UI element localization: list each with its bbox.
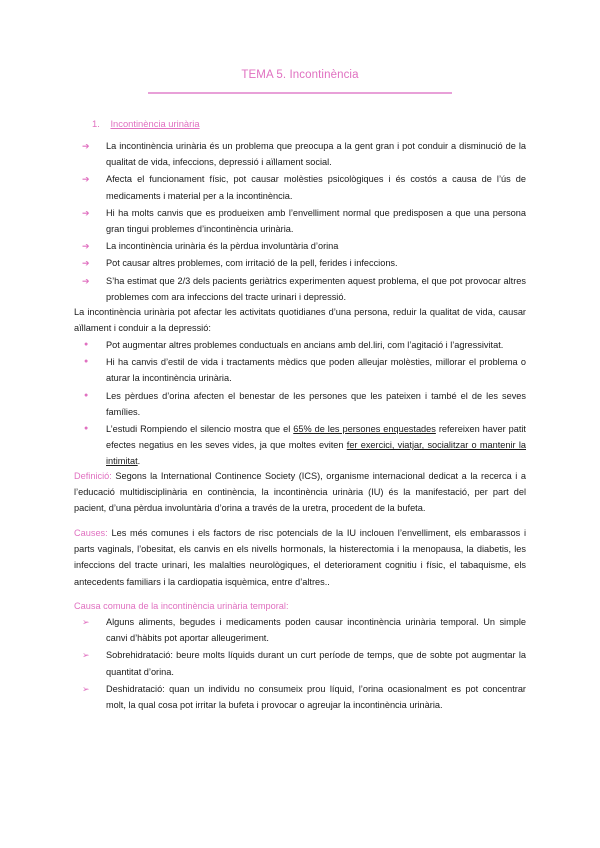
list-item: ➔ Pot causar altres problemes, com irritació de la pell, ferides i infeccions. [82,255,526,271]
list-item: ➢ Sobrehidratació: beure molts líquids durant un curt període de temps, que de sobte pot augmentar la quantitat d’orina. [82,647,526,679]
title-underline [148,92,452,94]
effects-list [82,337,526,471]
paragraph-impact: La incontinència urinària pot afectar les activitats quotidianes d’una persona, reduir la qualitat de vida, causar aïllament i conduir a la depressió: [74,307,526,334]
page-title: TEMA 5. Incontinència [241,69,359,81]
temporal-list [82,614,526,714]
section-heading [92,118,200,129]
triangle-arrow-icon: ➢ [82,683,90,694]
triangle-arrow-icon: ➢ [82,617,90,627]
bullet-dot-icon: ● [84,341,89,348]
list-item: ➔ Hi ha molts canvis que es produeixen amb l’envelliment normal que predisposen a que una persona gran tingui problemes d’incontinència urinària. [82,205,526,237]
bullet-dot-icon: ● [84,425,89,433]
causes-paragraph: Causes: Les més comunes i els factors de risc potencials de la IU inclouen l’envelliment, els embarassos i parts vaginals, l’obesitat, els canvis en els nivells hormonals, la histerectomia i la menopausa, la diabetis, les infeccions del tracte urinari, les malalties neurològiques, el deteriorament cognitiu i físic, el tabaquisme, els antecedents familiars i la cardiopatia isquèmica, entre d’altres.. [74,528,526,587]
arrow-icon: ➔ [82,258,90,269]
intro-list [82,138,526,306]
section-label: Incontinència urinària [110,118,200,129]
list-item: ➔ Afecta el funcionament físic, pot causar molèsties psicològiques i és costós a causa de l’ús de medicaments i material per a la incontinència. [82,171,526,203]
arrow-icon: ➔ [82,174,90,185]
definition-label: Definició: [74,471,112,481]
arrow-icon: ➔ [82,241,90,252]
triangle-arrow-icon: ➢ [82,650,90,661]
list-item: ➢ Deshidratació: quan un individu no consumeix prou líquid, l’orina ocasionalment es pot concentrar molt, la qual cosa pot irritar la bufeta i provocar o agreujar la incontinència urinària. [82,681,526,713]
temporal-heading: Causa comuna de la incontinència urinària temporal: [74,601,289,611]
arrow-icon: ➔ [82,207,90,218]
list-item: ● L’estudi Rompiendo el silencio mostra que el 65% de les persones enquestades refereixen haver patit efectes negatius en les seves vides, ja que moltes eviten fer exercici, viatjar, socialitzar o mantenir la intimitat. [82,421,526,470]
study-highlight-2: fer exercici, viatjar, socialitzar o mantenir la intimitat [106,440,527,467]
list-item: ➔ La incontinència urinària és un problema que preocupa a la gent gran i pot conduir a disminució de la qualitat de vida, infeccions, depressió i aïllament social. [82,138,526,170]
list-item: ● Hi ha canvis d’estil de vida i tractaments mèdics que poden alleujar molèsties, millorar el problema o aturar la incontinència urinària. [82,354,526,386]
arrow-icon: ➔ [82,275,90,286]
list-item: ➔ La incontinència urinària és la pèrdua involuntària d’orina [82,238,526,254]
bullet-dot-icon: ● [84,358,89,366]
list-item: ➢ Alguns aliments, begudes i medicaments poden causar incontinència urinària temporal. Un simple canvi d’hàbits pot aportar alleugeriment. [82,614,526,646]
study-highlight-1: 65% de les persones enquestades [293,424,436,435]
causes-label: Causes: [74,528,108,538]
list-item: ➔ S’ha estimat que 2/3 dels pacients geriàtrics experimenten aquest problema, el que pot provocar altres problemes com ara infeccions del tracte urinari i depressió. [82,273,526,305]
bullet-dot-icon: ● [84,391,89,399]
arrow-icon: ➔ [82,141,90,151]
definition-paragraph: Definició: Segons la International Continence Society (ICS), organisme internacional dedicat a la recerca i a l’educació multidisciplinària en continència, la incontinència urinària (IU) és la manifestació, per part del pacient, d’una pèrdua involuntària d’orina a través de la uretra, procedent de la bufeta. [74,471,526,514]
section-number: 1. [92,118,100,129]
list-item: ● Pot augmentar altres problemes conductuals en ancians amb del.liri, com l’agitació i l’agressivitat. [82,337,526,353]
list-item: ● Les pèrdues d’orina afecten el benestar de les persones que les pateixen i també el de les seves famílies. [82,388,526,420]
